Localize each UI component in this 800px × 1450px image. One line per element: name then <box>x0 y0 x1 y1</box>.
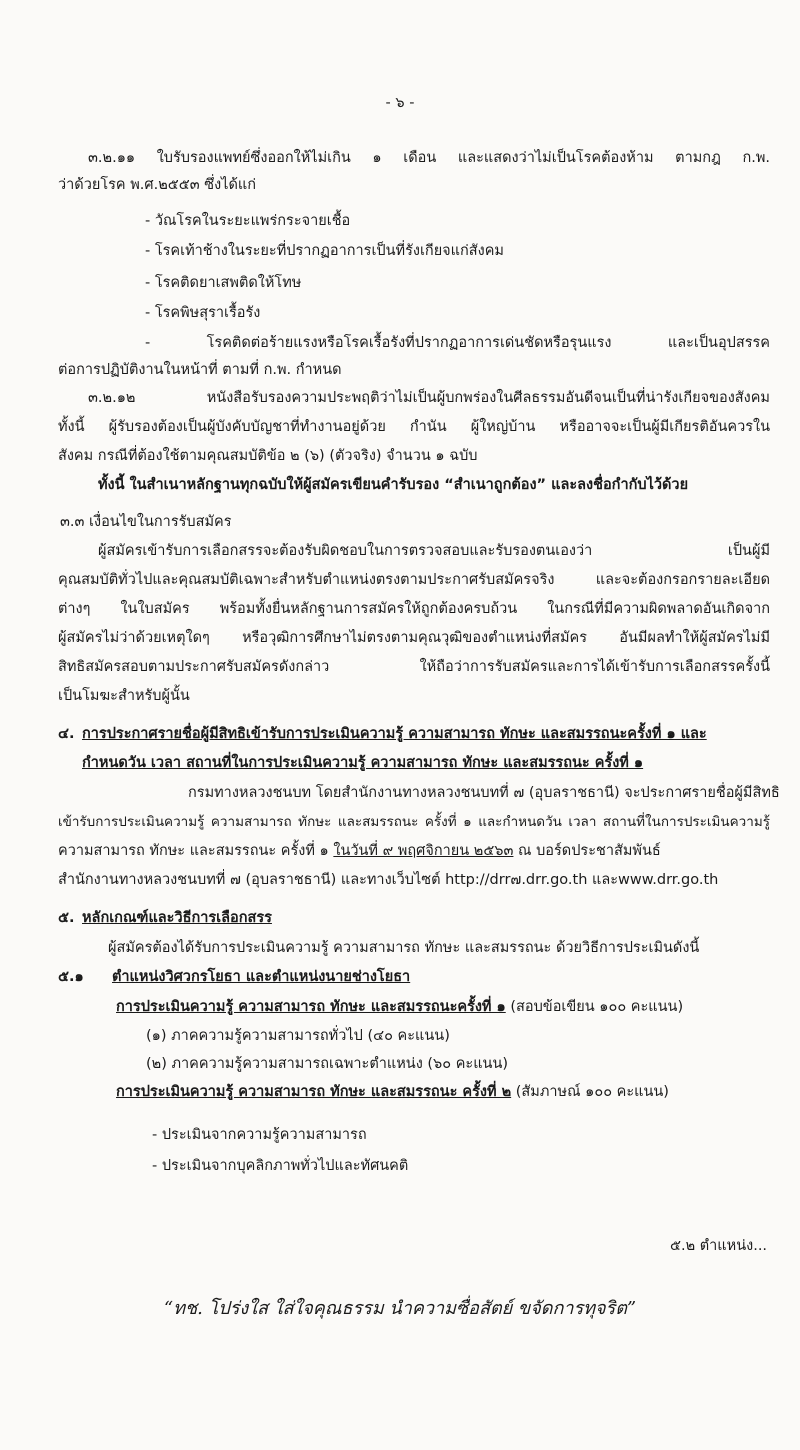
list-item: - วัณโรคในระยะแพร่กระจายเชื้อ <box>145 213 351 229</box>
round-2-heading: การประเมินความรู้ ความสามารถ ทักษะ และสมรรถนะ ครั้งที่ ๒ <box>116 1084 512 1100</box>
paragraph-line: สังคม กรณีที่ต้องใช้ตามคุณสมบัติข้อ ๒ (๖) (ตัวจริง) จำนวน ๑ ฉบับ <box>58 448 478 464</box>
paragraph-line: ว่าด้วยโรค พ.ศ.๒๕๕๓ ซึ่งได้แก่ <box>58 177 256 193</box>
continuation-marker: ๕.๒ ตำแหน่ง... <box>670 1238 768 1254</box>
list-item: - ประเมินจากความรู้ความสามารถ <box>152 1127 367 1143</box>
announcement-date: ในวันที่ ๙ พฤศจิกายน ๒๕๖๓ <box>333 843 514 859</box>
section-number: ๕. <box>58 910 75 926</box>
list-item: - โรคติดยาเสพติดให้โทษ <box>145 275 302 291</box>
paragraph-line: คุณสมบัติทั่วไปและคุณสมบัติเฉพาะสำหรับตำแหน่งตรงตามประกาศรับสมัครจริง และจะต้องกรอกรายละเอียด <box>58 572 770 588</box>
paragraph-line: เป็นโมฆะสำหรับผู้นั้น <box>58 688 190 704</box>
paragraph-line: ผู้สมัครไม่ว่าด้วยเหตุใดๆ หรือวุฒิการศึกษาไม่ตรงตามคุณวุฒิของตำแหน่งที่สมัคร อันมีผลทำให้ผู้สมัครไม่มี <box>58 630 770 646</box>
section-number: ๔. <box>58 726 75 742</box>
subsection-number: ๕.๑ <box>58 969 84 985</box>
round-1-heading: การประเมินความรู้ ความสามารถ ทักษะ และสมรรถนะครั้งที่ ๑ <box>116 999 506 1015</box>
text: ณ บอร์ดประชาสัมพันธ์ <box>513 843 661 859</box>
section-heading: กำหนดวัน เวลา สถานที่ในการประเมินความรู้ ความสามารถ ทักษะ และสมรรถนะ ครั้งที่ ๑ <box>82 755 644 771</box>
list-item: - โรคเท้าช้างในระยะที่ปรากฏอาการเป็นที่รังเกียจแก่สังคม <box>145 243 504 259</box>
paragraph-line: ทั้งนี้ ผู้รับรองต้องเป็นผู้บังคับบัญชาที่ทำงานอยู่ด้วย กำนัน ผู้ใหญ่บ้าน หรืออาจจะเป็นผู้มีเกียรติอันควรใน <box>58 419 770 435</box>
subsection-heading: ตำแหน่งวิศวกรโยธา และตำแหน่งนายช่างโยธา <box>112 969 411 985</box>
round-2-line <box>116 1080 669 1104</box>
paragraph-line: ๓.๒.๑๑ ใบรับรองแพทย์ซึ่งออกให้ไม่เกิน ๑ เดือน และแสดงว่าไม่เป็นโรคต้องห้าม ตามกฎ ก.พ. <box>88 150 770 166</box>
text: ความสามารถ ทักษะ และสมรรถนะ ครั้งที่ ๑ <box>58 843 334 859</box>
section-heading: ๓.๓ เงื่อนไขในการรับสมัคร <box>60 514 232 530</box>
section-heading: การประกาศรายชื่อผู้มีสิทธิเข้ารับการประเมินความรู้ ความสามารถ ทักษะ และสมรรถนะครั้งที่ ๑ และ <box>82 726 707 742</box>
paragraph-line: ต่อการปฏิบัติงานในหน้าที่ ตามที่ ก.พ. กำหนด <box>58 362 342 378</box>
paragraph-line: ผู้สมัครต้องได้รับการประเมินความรู้ ความสามารถ ทักษะ และสมรรถนะ ด้วยวิธีการประเมินดังนี้ <box>108 940 700 956</box>
list-item: (๒) ภาคความรู้ความสามารถเฉพาะตำแหน่ง (๖๐ คะแนน) <box>146 1056 509 1072</box>
motto: “ทช. โปร่งใส ใส่ใจคุณธรรม นำความซื่อสัตย์ ขจัดการทุจริต” <box>163 1298 637 1319</box>
paragraph-line: เข้ารับการประเมินความรู้ ความสามารถ ทักษะ และสมรรถนะ ครั้งที่ ๑ และกำหนดวัน เวลา สถานที่ในการประเมินความรู้ <box>58 814 770 830</box>
paragraph-line <box>58 839 661 863</box>
paragraph-line: ต่างๆ ในใบสมัคร พร้อมทั้งยื่นหลักฐานการสมัครให้ถูกต้องครบถ้วน ในกรณีที่มีความผิดพลาดอันเกิดจาก <box>58 601 770 617</box>
list-item: - โรคพิษสุราเรื้อรัง <box>145 305 261 321</box>
round-1-line <box>116 995 683 1019</box>
section-heading: หลักเกณฑ์และวิธีการเลือกสรร <box>82 910 272 926</box>
list-item: (๑) ภาคความรู้ความสามารถทั่วไป (๔๐ คะแนน) <box>146 1028 450 1044</box>
paragraph-line: สำนักงานทางหลวงชนบทที่ ๗ (อุบลราชธานี) และทางเว็บไซต์ http://drr๗.drr.go.th และwww.drr.go.th <box>58 872 719 888</box>
paragraph-line: ๓.๒.๑๒ หนังสือรับรองความประพฤติว่าไม่เป็นผู้บกพร่องในศีลธรรมอันดีจนเป็นที่น่ารังเกียจของสังคม <box>88 390 770 406</box>
round-1-note: (สอบข้อเขียน ๑๐๐ คะแนน) <box>505 999 684 1015</box>
paragraph-line: สิทธิสมัครสอบตามประกาศรับสมัครดังกล่าว ให้ถือว่าการรับสมัครและการได้เข้ารับการเลือกสรรครั้งนี้ <box>58 659 770 675</box>
page-number: - ๖ - <box>385 95 415 111</box>
paragraph-line: กรมทางหลวงชนบท โดยสำนักงานทางหลวงชนบทที่ ๗ (อุบลราชธานี) จะประกาศรายชื่อผู้มีสิทธิ <box>188 785 780 801</box>
round-2-note: (สัมภาษณ์ ๑๐๐ คะแนน) <box>511 1084 669 1100</box>
list-item: - โรคติดต่อร้ายแรงหรือโรคเรื้อรังที่ปรากฏอาการเด่นชัดหรือรุนแรง และเป็นอุปสรรค <box>145 335 770 351</box>
paragraph-line: ผู้สมัครเข้ารับการเลือกสรรจะต้องรับผิดชอบในการตรวจสอบและรับรองตนเองว่า เป็นผู้มี <box>98 543 770 559</box>
list-item: - ประเมินจากบุคลิกภาพทั่วไปและทัศนคติ <box>152 1158 409 1174</box>
certification-note: ทั้งนี้ ในสำเนาหลักฐานทุกฉบับให้ผู้สมัครเขียนคำรับรอง “สำเนาถูกต้อง” และลงชื่อกำกับไว้ด้วย <box>98 477 689 493</box>
